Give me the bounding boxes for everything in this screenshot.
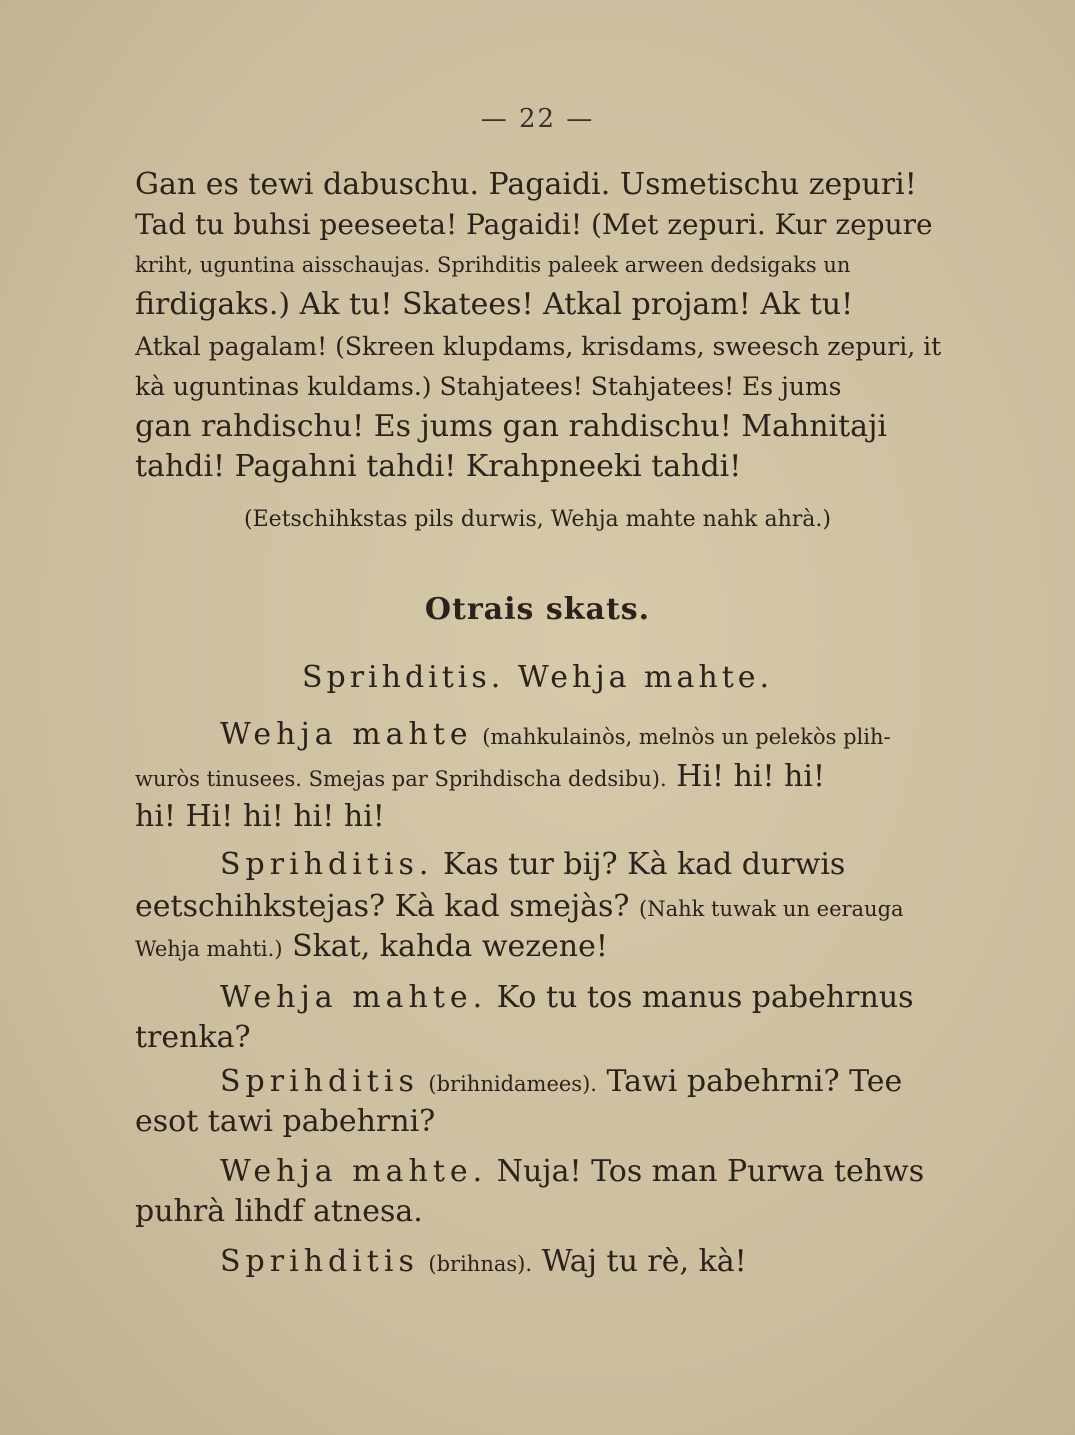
stage-direction-inline: (brihnas).: [428, 1252, 533, 1276]
dialogue-line: [135, 927, 971, 969]
text-line: kriht, uguntina aisschaujas. Sprihditis paleek arween dedsigaks un: [135, 253, 851, 277]
speaker-name: Wehja mahte.: [220, 1154, 488, 1189]
dialogue-line: [220, 715, 971, 757]
dialogue-line: [220, 845, 971, 885]
dialogue-text: trenka?: [135, 1020, 251, 1055]
dialogue-text: Hi! hi! hi!: [676, 759, 826, 794]
dialogue-text: Nuja! Tos man Purwa tehws: [496, 1154, 925, 1189]
text-line: tahdi! Pagahni tahdi! Krahpneeki tahdi!: [135, 449, 742, 484]
text-line: firdigaks.) Ak tu! Skatees! Atkal projam! Ak tu!: [135, 287, 854, 322]
dialogue-text: hi! Hi! hi! hi! hi!: [135, 799, 385, 834]
text-line: gan rahdischu! Es jums gan rahdischu! Mahnitaji: [135, 409, 887, 444]
speaker-name: Sprihditis: [220, 1064, 419, 1099]
scene-heading: Otrais skats.: [424, 592, 651, 627]
dialogue-text: Tawi pabehrni? Tee: [606, 1064, 903, 1099]
scene-cast: Sprihditis. Wehja mahte.: [301, 660, 774, 695]
dialogue-line: [220, 1242, 971, 1284]
dialogue-text: puhrà lihdf atnesa.: [135, 1194, 423, 1229]
speaker-name: Sprihditis.: [220, 847, 434, 882]
dialogue-line: [135, 757, 971, 799]
stage-direction-inline: Wehja mahti.): [135, 937, 283, 961]
dialogue-text: Ko tu tos manus pabehrnus: [496, 980, 914, 1015]
speaker-name: Sprihditis: [220, 1244, 419, 1279]
stage-direction-inline: (brihnidamees).: [428, 1072, 597, 1096]
stage-direction-inline: (Nahk tuwak un eerauga: [639, 897, 904, 921]
dialogue-text: eetschihkstejas? Kà kad smejàs?: [135, 889, 630, 924]
speaker-name: Wehja mahte: [220, 717, 473, 752]
dialogue-line: [220, 1152, 971, 1192]
dialogue-line: [135, 887, 971, 929]
dialogue-text: Skat, kahda wezene!: [292, 929, 608, 964]
dialogue-text: Waj tu rè, kà!: [541, 1244, 747, 1279]
stage-direction: (Eetschihkstas pils durwis, Wehja mahte nahk ahrà.): [244, 507, 831, 532]
dialogue-line: [220, 1062, 971, 1104]
text-line: Atkal pagalam! (Skreen klupdams, krisdams, sweesch zepuri, it: [135, 332, 942, 361]
dialogue-line: [220, 978, 971, 1018]
dialogue-text: esot tawi pabehrni?: [135, 1104, 436, 1139]
text-line: Gan es tewi dabuschu. Pagaidi. Usmetischu zepuri!: [135, 167, 917, 202]
text-line: kà uguntinas kuldams.) Stahjatees! Stahjatees! Es jums: [135, 372, 842, 401]
stage-direction-inline: wuròs tinusees. Smejas par Sprihdischa dedsibu).: [135, 767, 667, 791]
text-line: Tad tu buhsi peeseeta! Pagaidi! (Met zepuri. Kur zepure: [135, 208, 933, 241]
speaker-name: Wehja mahte.: [220, 980, 488, 1015]
page-number: — 22 —: [480, 104, 595, 134]
dialogue-text: Kas tur bij? Kà kad durwis: [442, 847, 846, 882]
stage-direction-inline: (mahkulainòs, melnòs un pelekòs plih-: [482, 725, 891, 749]
